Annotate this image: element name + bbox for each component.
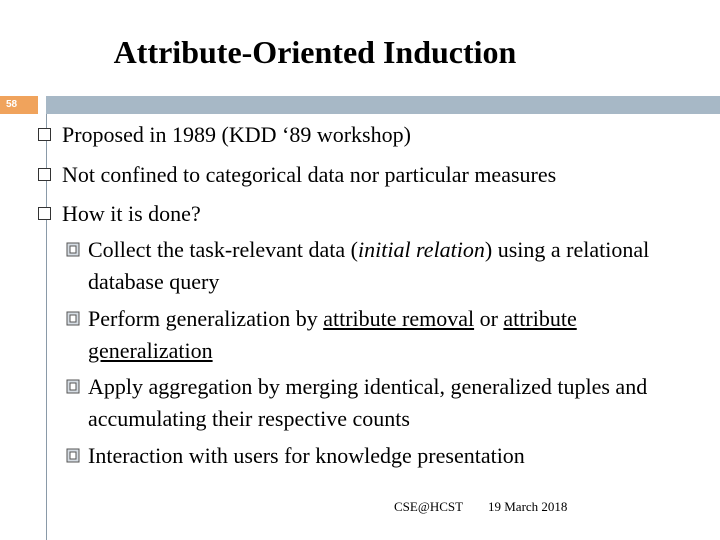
text-segment: ) using a relational database query: [88, 237, 650, 294]
text-segment: Perform generalization by: [88, 306, 324, 331]
text-segment: Collect the task-relevant data (: [88, 237, 358, 262]
bullet-l2-text: [70, 234, 650, 298]
text-segment: or: [474, 306, 504, 331]
emphasis-text: initial relation: [358, 237, 485, 262]
bullet-l2: [70, 234, 650, 298]
underlined-term: attribute removal: [323, 306, 475, 331]
slide-number: 58: [6, 99, 18, 110]
slide-title: Attribute-Oriented Induction: [113, 34, 517, 70]
square-bullet-icon: [38, 168, 51, 181]
square-bullet-icon: [38, 128, 51, 141]
bullet-l2-text: Interaction with users for knowledge presentation: [88, 443, 525, 468]
bullet-l1-text: Proposed in 1989 (KDD ‘89 workshop): [62, 122, 411, 147]
sub-bullet-icon: [66, 311, 80, 326]
bullet-l2-text: [70, 303, 650, 367]
bullet-l2: [70, 371, 650, 435]
sub-bullet-icon: [66, 242, 80, 257]
bullet-l2: [70, 440, 650, 472]
square-bullet-icon: [38, 207, 51, 220]
header-bar: [46, 96, 720, 114]
sub-bullet-icon: [66, 448, 80, 463]
bullet-l1-text: How it is done?: [62, 201, 201, 226]
footer-date: 19 March 2018: [488, 499, 568, 514]
underlined-term: attribute generalization: [88, 306, 577, 363]
bullet-l2: [70, 303, 650, 367]
bullet-l2-text: Apply aggregation by merging identical, generalized tuples and accumulating their respective counts: [88, 374, 648, 431]
bullet-l1-text: Not confined to categorical data nor particular measures: [62, 162, 557, 187]
sub-bullet-icon: [66, 379, 80, 394]
footer-author: CSE@HCST: [394, 499, 464, 514]
